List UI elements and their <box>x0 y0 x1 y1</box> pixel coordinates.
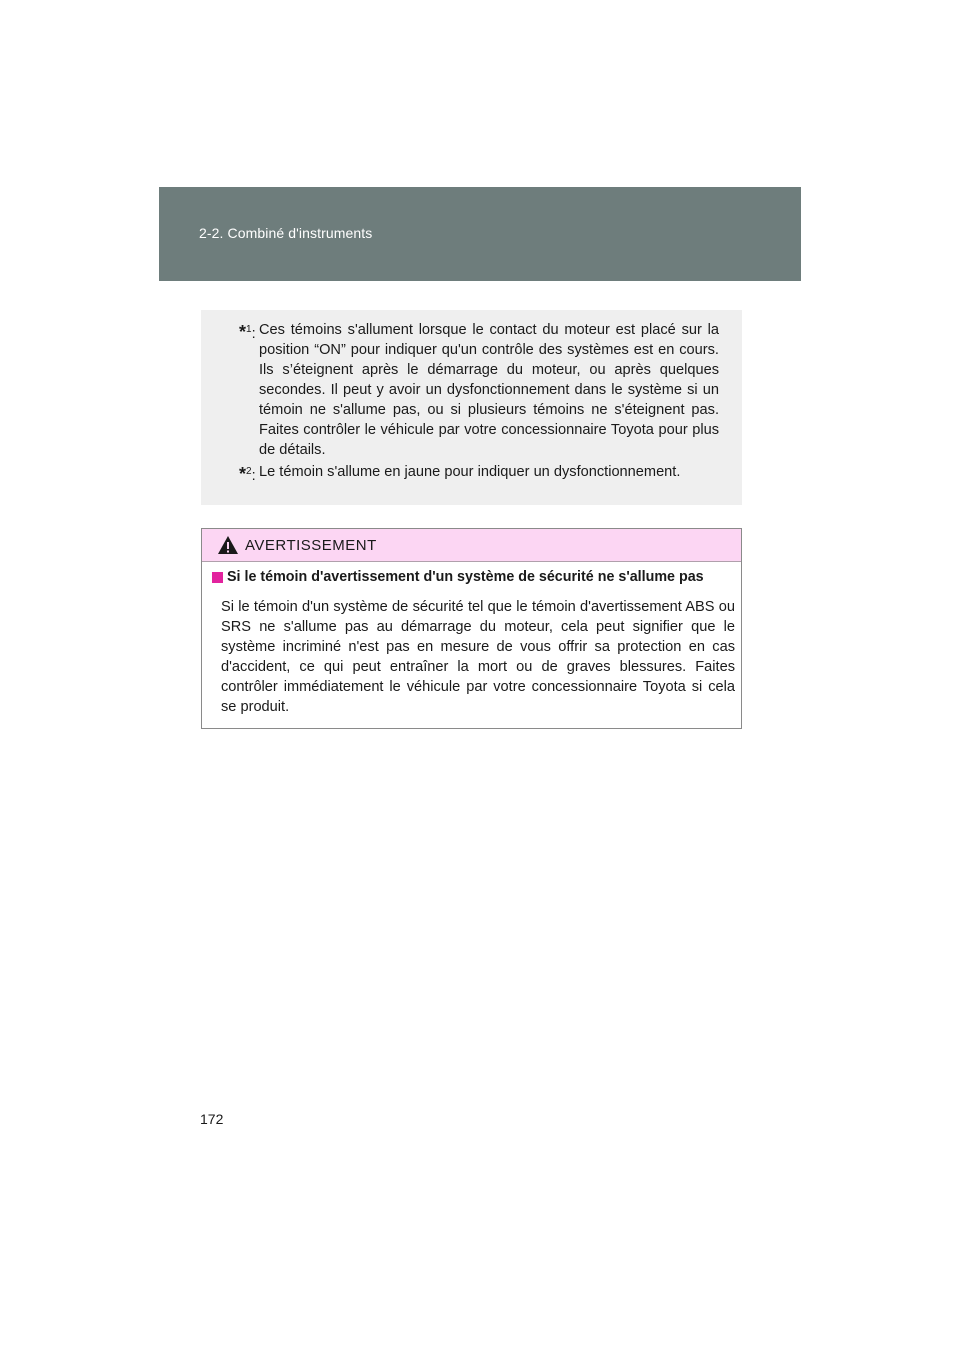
footnotes-box <box>201 310 742 505</box>
warning-header <box>202 529 741 562</box>
footnote-marker: *$^1$: <box>239 322 256 342</box>
warning-title: AVERTISSEMENT <box>245 537 377 554</box>
bullet-square-icon <box>212 572 223 583</box>
warning-body-text: Si le témoin d'un système de sécurité tel que le témoin d'avertissement ABS ou SRS ne s'allume pas au démarrage du moteur, cela peut signifier que le système incriminé n'est pas en mesure de vous offrir sa protection en cas d'accident, ce qui peut entraîner la mort ou de graves blessures. Faites contrôler immédiatement le véhicule par votre concessionnaire Toyota si cela se produit. <box>221 599 735 715</box>
section-header-band <box>159 187 801 281</box>
footnote-1 <box>239 320 719 460</box>
warning-triangle-icon <box>217 535 239 555</box>
footnote-text: Le témoin s'allume en jaune pour indiquer un dysfonctionnement. <box>259 464 681 480</box>
footnote-text: Ces témoins s'allument lorsque le contact du moteur est placé sur la position “ON” pour indiquer qu'un contrôle des systèmes est en cours. Ils s’éteignent après le démarrage du moteur, ou après quelques secondes. Il peut y avoir un dysfonctionnement dans le système si un témoin ne s'allume pas, ou si plusieurs témoins ne s'éteignent pas. Faites contrôler le véhicule par votre concessionnaire Toyota pour plus de détails. <box>259 322 719 458</box>
footnote-marker: *$^2$: <box>239 464 256 484</box>
warning-heading: Si le témoin d'avertissement d'un système de sécurité ne s'allume pas <box>227 569 704 585</box>
section-title: 2-2. Combiné d'instruments <box>199 225 373 241</box>
footnote-2 <box>239 462 719 482</box>
warning-box <box>201 528 742 729</box>
page-number: 172 <box>200 1111 224 1127</box>
